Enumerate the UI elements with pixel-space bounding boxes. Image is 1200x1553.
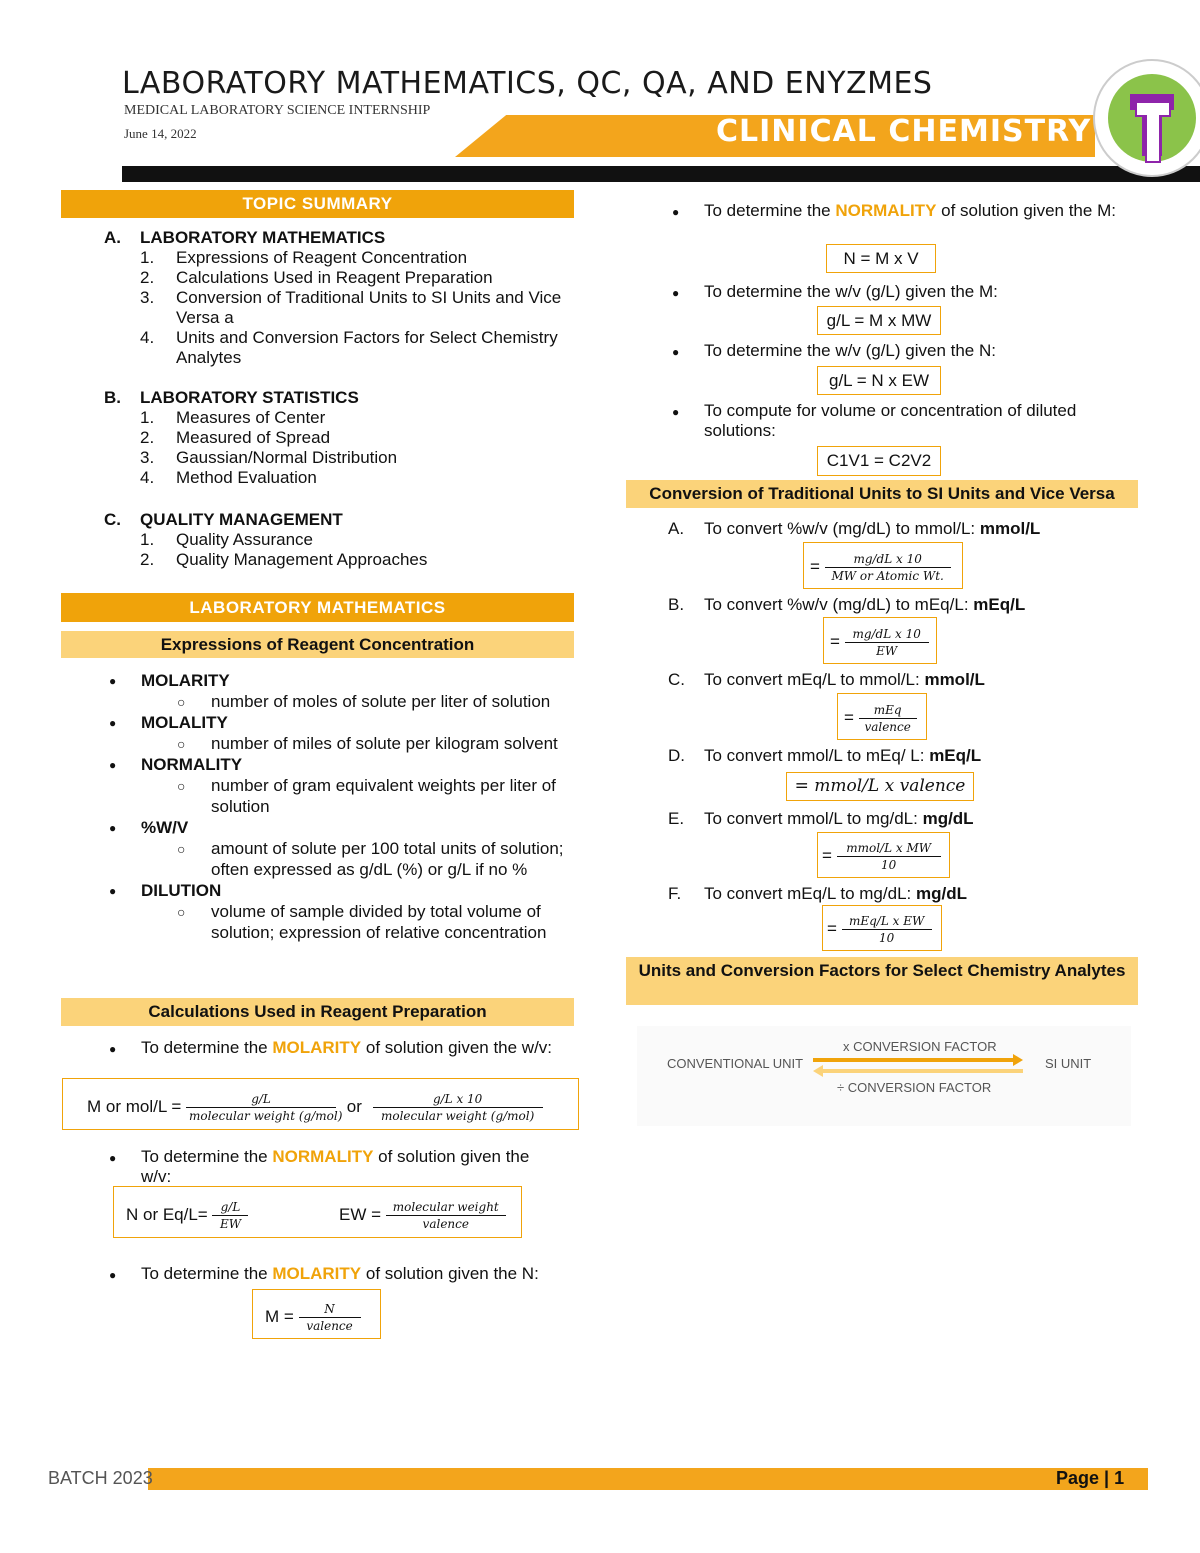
conversion-b (668, 595, 1128, 615)
conversion-d-formula: = mmol/L x valence (786, 772, 974, 801)
calc-wv-n (704, 341, 1124, 361)
formula-denominator: valence (306, 1319, 353, 1333)
section-title: LABORATORY STATISTICS (140, 388, 359, 407)
term-description: volume of sample divided by total volume of solution; expression of relative concentration (211, 902, 547, 942)
diagram-divide-label: ÷ CONVERSION FACTOR (837, 1080, 992, 1095)
logo-text (1096, 188, 1097, 189)
conversion-letter: E. (668, 809, 685, 828)
calc-text: To determine the (141, 1264, 273, 1283)
calc-text: To determine the (704, 201, 836, 220)
lab-math-heading: LABORATORY MATHEMATICS (61, 593, 574, 622)
formula-lhs: M = (265, 1306, 299, 1326)
term-desc (141, 775, 571, 817)
conversion-d (668, 746, 1128, 766)
conversion-letter: C. (668, 670, 685, 689)
calc-text: of solution given the w/v: (361, 1038, 553, 1057)
formula-numerator: mEq/L x EW (842, 914, 932, 930)
list-item: Expressions of Reagent Concentration (176, 248, 468, 267)
list-item: Quality Assurance (176, 530, 314, 549)
arrow-left-head (813, 1065, 823, 1077)
term-description: number of moles of solute per liter of solution (211, 692, 551, 711)
formula-lhs: N or Eq/L= (126, 1204, 208, 1224)
formula-denominator: molecular weight (g/mol) (380, 1109, 535, 1123)
diagram-si-unit: SI UNIT (1045, 1056, 1092, 1071)
formula-denominator: valence (864, 720, 911, 734)
formula-molarity-box (62, 1078, 579, 1130)
term-desc (141, 691, 571, 712)
calc-text: ● To determine the w/v (g/L) given the M: (704, 282, 1124, 302)
conversion-letter: D. (668, 746, 685, 765)
calc-text: To determine the (141, 1038, 273, 1057)
list-item: Measures of Center (176, 408, 326, 427)
conversion-text: To convert %w/v (mg/dL) to mmol/L: (704, 519, 980, 538)
formula-denominator: EW (876, 644, 898, 658)
term-dilution: ● DILUTION (141, 880, 571, 901)
topic-summary-heading: TOPIC SUMMARY (61, 190, 574, 218)
formula-numerator: mg/dL x 10 (845, 627, 929, 643)
conversion-letter: A. (668, 519, 685, 538)
summary-section-b: B. LABORATORY STATISTICS 1. Measures of Center 2. Measured of Spread 3. Gaussian/Normal Distribution 4. Method Evaluation (104, 388, 398, 487)
conversion-e (668, 809, 1128, 829)
conversion-text: To convert mEq/L to mg/dL: (704, 884, 916, 903)
list-item: Conversion of Traditional Units to SI Units and Vice Versa a (176, 288, 562, 327)
calc-highlight: MOLARITY (272, 1038, 362, 1057)
list-item: Method Evaluation (176, 468, 317, 487)
calculations-heading: Calculations Used in Reagent Preparation (61, 998, 574, 1026)
calc-normality-wv (141, 1147, 561, 1187)
calc-text: of solution given the w/v: (141, 1147, 530, 1186)
formula-numerator: mg/dL x 10 (825, 552, 951, 568)
formula-denominator: MW or Atomic Wt. (831, 569, 944, 583)
conversion-b-formula: = $\frac{\text{mg/dL x 10}}{EW}$ (823, 617, 937, 664)
term-description: number of miles of solute per kilogram solvent (211, 734, 558, 753)
formula-numerator: g/L (186, 1092, 336, 1108)
formula-numerator: molecular weight (386, 1200, 506, 1216)
list-item: Quality Management Approaches (176, 550, 428, 569)
arrow-right-head (1013, 1054, 1023, 1066)
formula-c1v1: C1V1 = C2V2 (817, 446, 941, 476)
document-title: LABORATORY MATHEMATICS, QC, QA, AND ENYZMES (122, 66, 933, 101)
conversion-unit: mg/dL (915, 884, 967, 903)
calc-text: of solution given the M: (936, 201, 1116, 220)
calc-dilution (704, 401, 1104, 441)
page-number: 1 (1114, 1468, 1125, 1488)
formula-numerator: mEq (859, 703, 917, 719)
formula-or: or (346, 1096, 362, 1116)
conversion-f-formula: = $\frac{\text{mEq/L x EW}}{10}$ (822, 905, 942, 951)
conversion-unit: mg/dL (922, 809, 974, 828)
diagram-arrows (807, 1053, 1029, 1079)
term-molarity: ● MOLARITY (141, 670, 571, 691)
document-subtitle: MEDICAL LABORATORY SCIENCE INTERNSHIP (124, 103, 431, 118)
diagram-multiply-label: x CONVERSION FACTOR (843, 1039, 997, 1054)
formula-lhs: EW = (339, 1204, 386, 1224)
list-item: Calculations Used in Reagent Preparation (176, 268, 493, 287)
summary-section-a: A. LABORATORY MATHEMATICS 1. Expressions of Reagent Concentration 2. Calculations Used in Reagent Preparation 3. Conversion of Traditional Units to SI Units and Vice Versa a 4. Units and Conversion Factors for Select Chemistry Analytes (104, 228, 562, 367)
calc-highlight: NORMALITY (835, 201, 937, 220)
formula-numerator: mmol/L x MW (837, 841, 941, 857)
calc-text: ● To determine the w/v (g/L) given the N: (704, 341, 1124, 361)
term-description: amount of solute per 100 total units of solution; often expressed as g/dL (%) or g/L if no % (211, 839, 564, 879)
section-title: QUALITY MANAGEMENT (140, 510, 343, 529)
conversion-letter: B. (668, 595, 685, 614)
formula-lhs: M or mol/L = (87, 1096, 187, 1116)
term-desc (141, 838, 571, 880)
formula-gl-mxmw: g/L = M x MW (817, 306, 941, 335)
footer-batch: BATCH 2023 (48, 1468, 153, 1488)
conversion-unit: mEq/L (973, 595, 1026, 614)
formula-numerator: g/L (212, 1200, 248, 1216)
calc-wv-m (704, 282, 1124, 302)
section-title: LABORATORY MATHEMATICS (140, 228, 386, 247)
formula-normality-box (113, 1186, 522, 1238)
list-item: Units and Conversion Factors for Select Chemistry Analytes (176, 328, 558, 367)
section-letter: B. (104, 388, 121, 407)
footer-bar (148, 1468, 1148, 1490)
conversion-text: To convert %w/v (mg/dL) to mEq/L: (704, 595, 974, 614)
conversion-diagram (637, 1026, 1131, 1126)
conversion-c-formula: = $\frac{\text{mEq}}{\text{valence}}$ (837, 693, 927, 740)
conversion-text: To convert mmol/L to mg/dL: (704, 809, 923, 828)
header-divider (122, 166, 1200, 182)
topic-summary-list (104, 228, 574, 570)
conversion-f (668, 884, 1128, 904)
conversion-unit: mmol/L (979, 519, 1041, 538)
formula-denominator: EW (219, 1217, 242, 1231)
formula-gl-nxew: g/L = N x EW (817, 366, 941, 395)
section-letter: A. (104, 228, 121, 247)
calc-highlight: MOLARITY (272, 1264, 362, 1283)
calc-molarity-wv (141, 1038, 561, 1058)
formula-numerator: N (299, 1302, 361, 1318)
calc-molarity-n (141, 1264, 571, 1284)
concentration-terms (141, 670, 571, 943)
formula-numerator: g/L x 10 (373, 1092, 543, 1108)
formula-denominator: valence (422, 1217, 469, 1231)
page-label: Page (1056, 1468, 1100, 1488)
term-molality: ● MOLALITY (141, 712, 571, 733)
section-letter: C. (104, 510, 121, 529)
talong-logo (1090, 38, 1200, 188)
conversion-text: To convert mmol/L to mEq/ L: (704, 746, 930, 765)
calc-text: of solution given the N: (361, 1264, 539, 1283)
term-wv: ● %W/V (141, 817, 571, 838)
conversion-a-formula: = $\frac{\text{mg/dL x 10}}{\text{MW or Atomic Wt.}}$ (803, 542, 963, 589)
banner-title: CLINICAL CHEMISTRY (716, 114, 1092, 149)
expressions-heading: Expressions of Reagent Concentration (61, 631, 574, 658)
conversion-unit: mmol/L (924, 670, 985, 689)
calc-text: ● To compute for volume or concentration of diluted solutions: (704, 401, 1104, 441)
calc-highlight: NORMALITY (272, 1147, 374, 1166)
list-item: Measured of Spread (176, 428, 331, 447)
formula-denominator: molecular weight (g/mol) (189, 1109, 343, 1123)
formula-denominator: 10 (879, 931, 895, 945)
conversion-c (668, 670, 1128, 690)
calc-text: To determine the (141, 1147, 273, 1166)
formula-denominator: 10 (881, 858, 897, 872)
term-description: number of gram equivalent weights per liter of solution (211, 776, 556, 816)
term-normality: ● NORMALITY (141, 754, 571, 775)
conversion-letter: F. (668, 884, 682, 903)
conversion-unit: mEq/L (929, 746, 982, 765)
units-heading: Units and Conversion Factors for Select Chemistry Analytes (626, 957, 1138, 1005)
conversion-a (668, 519, 1128, 539)
diagram-conventional-unit: CONVENTIONAL UNIT (667, 1056, 804, 1071)
list-item: Gaussian/Normal Distribution (176, 448, 398, 467)
formula-n-mxv: N = M x V (826, 244, 936, 273)
document-date: June 14, 2022 (124, 126, 197, 141)
summary-section-c: C. QUALITY MANAGEMENT 1. Quality Assurance 2. Quality Management Approaches (104, 510, 428, 569)
conversion-heading: Conversion of Traditional Units to SI Units and Vice Versa (626, 480, 1138, 508)
formula-molarity-n-box (252, 1289, 381, 1339)
conversion-text: To convert mEq/L to mmol/L: (704, 670, 925, 689)
term-desc (141, 901, 571, 943)
term-desc (141, 733, 571, 754)
calc-normality-m (704, 201, 1124, 221)
footer-page: Page | 1 (1056, 1468, 1125, 1488)
conversion-e-formula: = $\frac{\text{mmol/L x MW}}{10}$ (817, 832, 950, 878)
